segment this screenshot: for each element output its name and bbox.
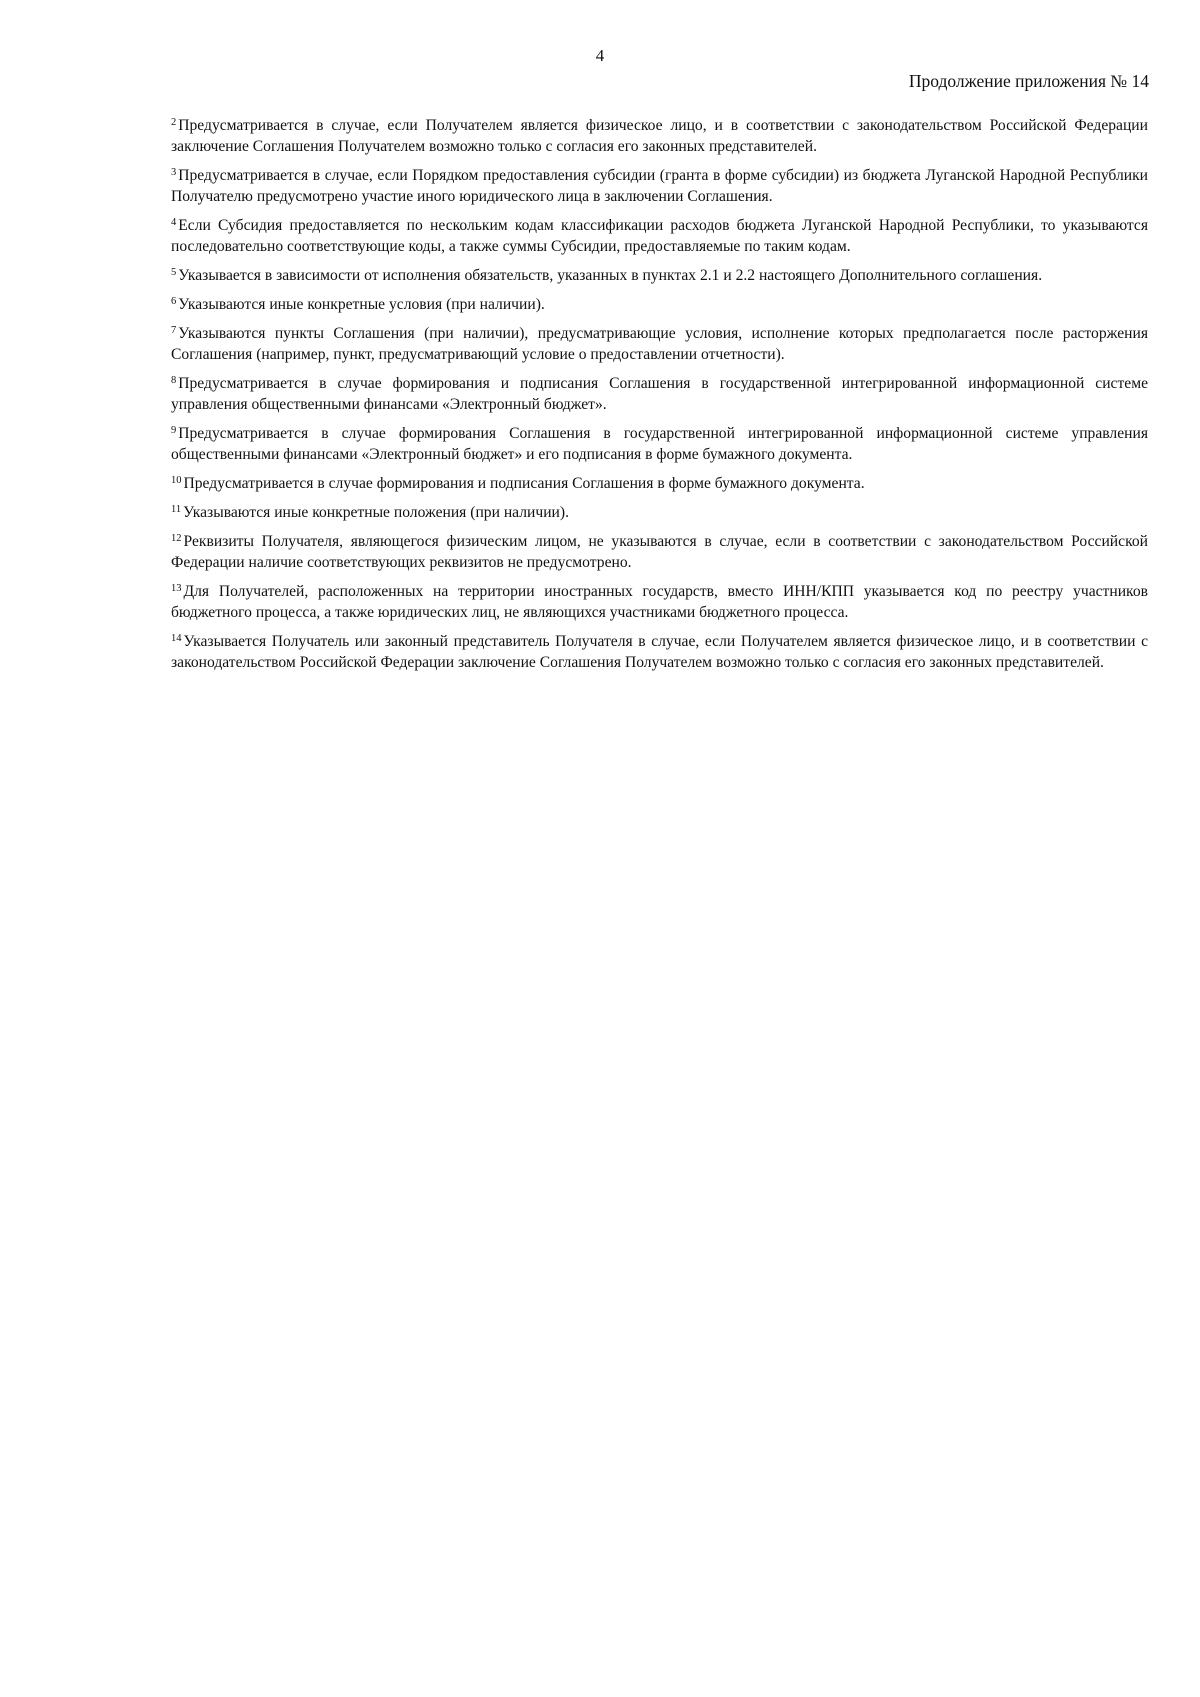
footnote-9: [171, 423, 1148, 465]
footnote-11: [171, 502, 1148, 523]
footnote-2: [171, 115, 1148, 157]
footnote-mark: 11: [171, 504, 182, 515]
footnote-text: Если Субсидия предоставляется по нескольким кодам классификации расходов бюджета Луганской Народной Республики, то указываются последовательно соответствующие коды, а также суммы Субсидии, предоставляемые по таким кодам.: [171, 217, 1148, 255]
footnote-mark: 14: [171, 633, 182, 644]
footnote-7: [171, 323, 1148, 365]
footnote-text: Для Получателей, расположенных на территории иностранных государств, вместо ИНН/КПП указывается код по реестру участников бюджетного процесса, а также юридических лиц, не являющихся участниками бюджетного процесса.: [171, 583, 1148, 621]
footnote-mark: 2: [171, 117, 177, 128]
footnote-mark: 8: [171, 375, 177, 386]
footnote-text: Предусматривается в случае формирования Соглашения в государственной интегрированной информационной системе управления общественными финансами «Электронный бюджет» и его подписания в форме бумажного документа.: [171, 425, 1148, 463]
footnote-mark: 4: [171, 217, 177, 228]
footnote-text: Указывается Получатель или законный представитель Получателя в случае, если Получателем является физическое лицо, и в соответствии с законодательством Российской Федерации заключение Соглашения Получателем возможно только с согласия его законных представителей.: [171, 633, 1148, 671]
footnote-mark: 9: [171, 425, 177, 436]
footnote-text: Предусматривается в случае, если Получателем является физическое лицо, и в соответствии с законодательством Российской Федерации заключение Соглашения Получателем возможно только с согласия его законных представителей.: [171, 117, 1148, 155]
footnote-mark: 13: [171, 583, 182, 594]
footnote-text: Предусматривается в случае формирования и подписания Соглашения в государственной интегрированной информационной системе управления общественными финансами «Электронный бюджет».: [171, 375, 1148, 413]
footnote-mark: 3: [171, 167, 177, 178]
footnote-text: Предусматривается в случае формирования и подписания Соглашения в форме бумажного документа.: [183, 475, 865, 492]
footnote-6: [171, 294, 1148, 315]
footnote-12: [171, 531, 1148, 573]
footnote-3: [171, 165, 1148, 207]
footnote-mark: 7: [171, 325, 177, 336]
footnote-mark: 10: [171, 475, 182, 486]
footnote-mark: 5: [171, 267, 177, 278]
appendix-heading: Продолжение приложения № 14: [908, 71, 1149, 91]
footnote-text: Указываются иные конкретные положения (при наличии).: [183, 504, 569, 521]
footnote-14: [171, 631, 1148, 673]
page-number: 4: [595, 46, 605, 65]
footnotes-list: [171, 115, 1148, 681]
footnote-mark: 12: [171, 533, 182, 544]
footnote-text: Указываются пункты Соглашения (при наличии), предусматривающие условия, исполнение которых предполагается после расторжения Соглашения (например, пункт, предусматривающий условие о предоставлении отчетности).: [171, 325, 1148, 363]
footnote-text: Указывается в зависимости от исполнения обязательств, указанных в пунктах 2.1 и 2.2 настоящего Дополнительного соглашения.: [178, 267, 1043, 284]
footnote-text: Реквизиты Получателя, являющегося физическим лицом, не указываются в случае, если в соответствии с законодательством Российской Федерации наличие соответствующих реквизитов не предусмотрено.: [171, 533, 1148, 571]
footnote-13: [171, 581, 1148, 623]
footnote-8: [171, 373, 1148, 415]
footnote-10: [171, 473, 1148, 494]
footnote-5: [171, 265, 1148, 286]
footnote-text: Предусматривается в случае, если Порядком предоставления субсидии (гранта в форме субсидии) из бюджета Луганской Народной Республики Получателю предусмотрено участие иного юридического лица в заключении Соглашения.: [171, 167, 1148, 205]
footnote-4: [171, 215, 1148, 257]
footnote-mark: 6: [171, 296, 177, 307]
footnote-text: Указываются иные конкретные условия (при наличии).: [178, 296, 545, 313]
